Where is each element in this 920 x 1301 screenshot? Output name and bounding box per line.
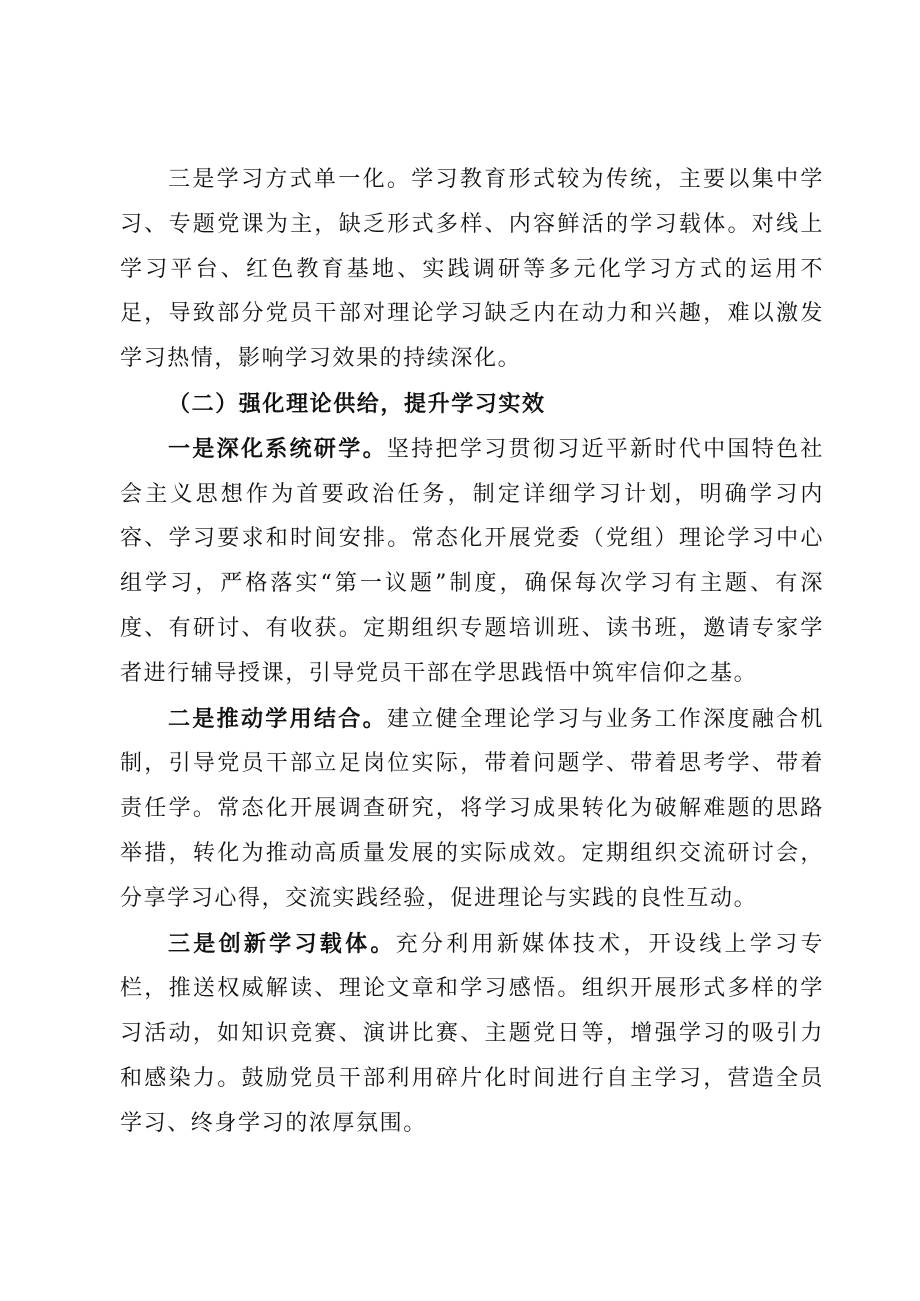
paragraph-body: 坚持把学习贯彻习近平新时代中国特色社会主义思想作为首要政治任务，制定详细学习计划，明确学习内容、学习要求和时间安排。常态化开展党委（党组）理论学习中心组学习，严格落实“第一议题”制度，确保每次学习有主题、有深度、有研讨、有收获。定期组织专题培训班、读书班，邀请专家学者进行辅导授课，引导党员干部在学思践悟中筑牢信仰之基。 <box>120 436 824 686</box>
paragraph-systematic-study <box>120 427 824 697</box>
paragraph-lead: 二是推动学用结合。 <box>168 705 387 732</box>
paragraph-body: 充分利用新媒体技术，开设线上学习专栏，推送权威解读、理论文章和学习感悟。组织开展形式多样的学习活动，如知识竞赛、演讲比赛、主题党日等，增强学习的吸引力和感染力。鼓励党员干部利用碎片化时间进行自主学习，营造全员学习、终身学习的浓厚氛围。 <box>120 931 825 1136</box>
paragraph-innovative-carriers <box>120 922 824 1147</box>
paragraph-study-application <box>120 697 824 922</box>
paragraph-body: 建立健全理论学习与业务工作深度融合机制，引导党员干部立足岗位实际，带着问题学、带着思考学、带着责任学。常态化开展调查研究，将学习成果转化为破解难题的思路举措，转化为推动高质量发展的实际成效。定期组织交流研讨会，分享学习心得，交流实践经验，促进理论与实践的良性互动。 <box>120 706 824 911</box>
paragraph-learning-methods <box>120 158 824 382</box>
paragraph-lead: 三是创新学习载体。 <box>168 930 396 957</box>
paragraph-lead: 一是深化系统研学。 <box>168 435 387 462</box>
paragraph-lead: 三是学习方式单一化。 <box>168 167 412 192</box>
section-heading: （二）强化理论供给，提升学习实效 <box>168 390 546 417</box>
paragraph-body: 学习教育形式较为传统，主要以集中学习、专题党课为主，缺乏形式多样、内容鲜活的学习载体。对线上学习平台、红色教育基地、实践调研等多元化学习方式的运用不足，导致部分党员干部对理论学习缺乏内在动力和兴趣，难以激发学习热情，影响学习效果的持续深化。 <box>120 167 824 372</box>
